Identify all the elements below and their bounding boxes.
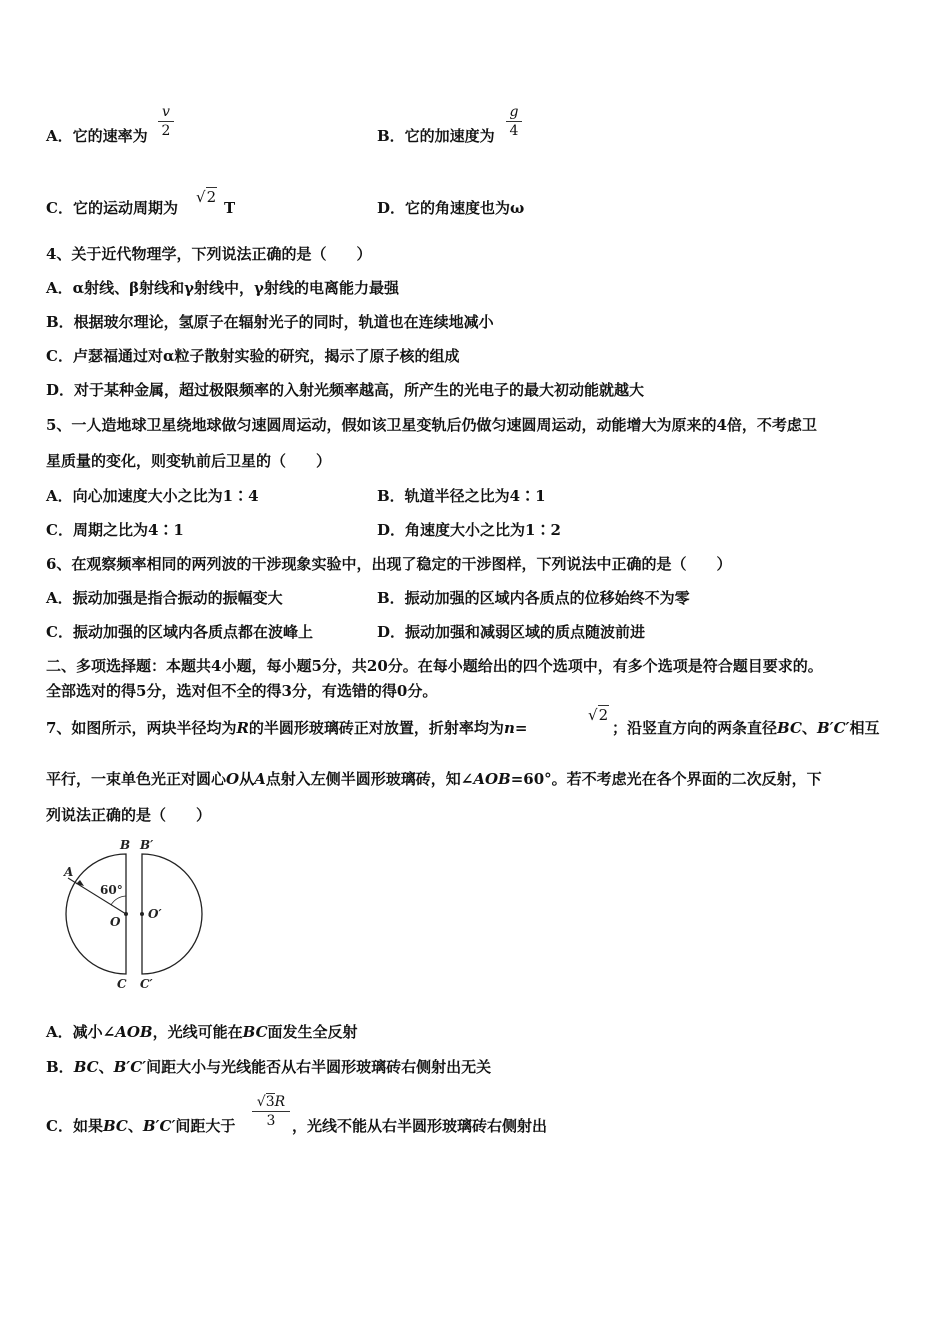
q5-stem-line2: 星质量的变化，则变轨前后卫星的（ ） bbox=[46, 452, 332, 470]
center-o-prime-dot bbox=[140, 912, 144, 916]
q6-option-d: D．振动加强和减弱区域的质点随波前进 bbox=[377, 623, 646, 641]
label-c: C bbox=[117, 977, 127, 991]
q7-stem-line2: 平行，一束单色光正对圆心O从A点射入左侧半圆形玻璃砖，知∠AOB=60°。若不考虑光在各个界面的二次反射，下 bbox=[46, 770, 822, 788]
q7-stem-line1: 7、如图所示，两块半径均为R的半圆形玻璃砖正对放置，折射率均为n= bbox=[46, 719, 528, 737]
q4-option-d: D．对于某种金属，超过极限频率的入射光频率越高，所产生的光电子的最大初动能就越大 bbox=[46, 381, 645, 399]
q5-option-d: D．角速度大小之比为1∶2 bbox=[377, 521, 561, 539]
label-o-prime: O′ bbox=[148, 907, 162, 921]
q7-refraction-sqrt: √2 bbox=[588, 706, 609, 724]
label-angle: 60° bbox=[100, 883, 123, 897]
q3-option-d: D．它的角速度也为ω bbox=[377, 199, 525, 217]
q3-option-a: A．它的速率为 bbox=[46, 127, 148, 145]
angle-arc bbox=[111, 896, 126, 905]
q5-option-b: B．轨道半径之比为4∶1 bbox=[377, 487, 546, 505]
q7-stem-line1-cont: ；沿竖直方向的两条直径BC、B′C′相互 bbox=[612, 719, 880, 737]
left-semicircle bbox=[66, 854, 126, 974]
label-o: O bbox=[110, 915, 121, 929]
label-b-prime: B′ bbox=[140, 838, 154, 852]
section2-heading-line1: 二、多项选择题：本题共4小题，每小题5分，共20分。在每小题给出的四个选项中，有多个选项是符合题目要求的。 bbox=[46, 657, 823, 675]
q7-stem-line3: 列说法正确的是（ ） bbox=[46, 806, 212, 824]
q7-semicircle-figure bbox=[50, 834, 220, 996]
q4-option-c: C．卢瑟福通过对α粒子散射实验的研究，揭示了原子核的组成 bbox=[46, 347, 460, 365]
q7-option-c: C．如果BC、B′C′间距大于 bbox=[46, 1117, 236, 1135]
q3-option-c: C．它的运动周期为 bbox=[46, 199, 178, 217]
q4-stem: 4、关于近代物理学，下列说法正确的是（ ） bbox=[46, 245, 372, 263]
label-b: B bbox=[120, 838, 131, 852]
q6-option-b: B．振动加强的区域内各质点的位移始终不为零 bbox=[377, 589, 690, 607]
q7-option-a: A．减小∠AOB，光线可能在BC面发生全反射 bbox=[46, 1023, 358, 1041]
q3-option-c-unit: T bbox=[224, 199, 236, 217]
q3-option-a-fraction: v 2 bbox=[158, 104, 174, 139]
label-a: A bbox=[64, 865, 74, 879]
q7-option-c-fraction: √3R 3 bbox=[252, 1094, 290, 1129]
q5-option-c: C．周期之比为4∶1 bbox=[46, 521, 184, 539]
q5-option-a: A．向心加速度大小之比为1∶4 bbox=[46, 487, 259, 505]
center-o-dot bbox=[124, 912, 128, 916]
q3-option-c-sqrt: √2 bbox=[196, 188, 217, 206]
q4-option-b: B．根据玻尔理论，氢原子在辐射光子的同时，轨道也在连续地减小 bbox=[46, 313, 494, 331]
q4-option-a: A．α射线、β射线和γ射线中，γ射线的电离能力最强 bbox=[46, 279, 399, 297]
q5-stem-line1: 5、一人造地球卫星绕地球做匀速圆周运动，假如该卫星变轨后仍做匀速圆周运动，动能增大为原来的4倍，不考虑卫 bbox=[46, 416, 817, 434]
q7-option-b: B．BC、B′C′间距大小与光线能否从右半圆形玻璃砖右侧射出无关 bbox=[46, 1058, 492, 1076]
q7-option-c-cont: ，光线不能从右半圆形玻璃砖右侧射出 bbox=[292, 1117, 548, 1135]
q6-option-a: A．振动加强是指合振动的振幅变大 bbox=[46, 589, 283, 607]
q6-stem: 6、在观察频率相同的两列波的干涉现象实验中，出现了稳定的干涉图样，下列说法中正确的是（ ） bbox=[46, 555, 732, 573]
q6-option-c: C．振动加强的区域内各质点都在波峰上 bbox=[46, 623, 313, 641]
q3-option-b-fraction: g 4 bbox=[506, 104, 522, 139]
section2-heading-line2: 全部选对的得5分，选对但不全的得3分，有选错的得0分。 bbox=[46, 682, 438, 700]
label-c-prime: C′ bbox=[140, 977, 153, 991]
q3-option-b: B．它的加速度为 bbox=[377, 127, 495, 145]
